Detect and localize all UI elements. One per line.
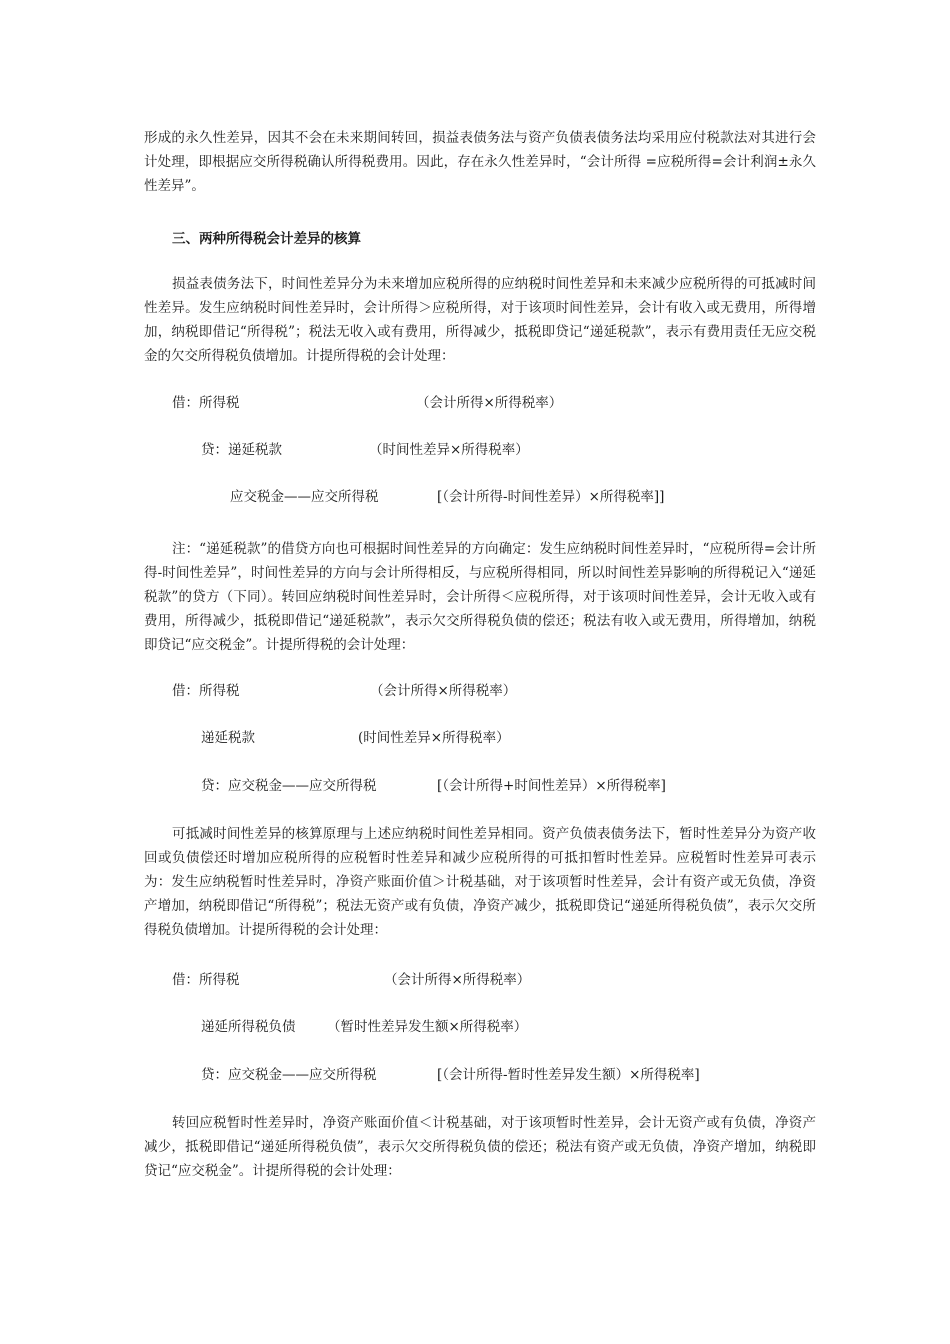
paragraph-balance-sheet-method: 可抵减时间性差异的核算原理与上述应纳税时间性差异相同。资产负债表债务法下，暂时性差异分为资产收回或负债偿还时增加应税所得的应税暂时性差异和减少应税所得的可抵扣暂时性差异。应税暂时性差异可表示为：发生应纳税暂时性差异时，净资产账面价值＞计税基础，对于该项暂时性差异，会计有资产或无负债，净资产增加，纳税即借记“所得税”；税法无资产或有负债，净资产减少，抵税即贷记“递延所得税负债”，表示欠交所得税负债增加。计提所得税的会计处理： [144, 826, 816, 938]
journal-account-label: 贷：应交税金——应交所得税 [201, 1067, 377, 1083]
journal-amount-formula: （会计所得×所得税率） [370, 683, 517, 699]
journal-amount-formula: (时间性差异×所得税率） [358, 730, 510, 746]
journal-account-label: 递延税款 [201, 730, 255, 746]
journal-account-label: 借：所得税 [172, 972, 240, 988]
journal-amount-formula: （暂时性差异发生额×所得税率） [327, 1019, 528, 1035]
journal-account-label: 应交税金——应交所得税 [230, 489, 379, 505]
paragraph-permanent-difference: 形成的永久性差异，因其不会在未来期间转回，损益表债务法与资产负债表债务法均采用应付税款法对其进行会计处理，即根据应交所得税确认所得税费用。因此，存在永久性差异时，“会计所得 =应税所得=会计利润±永久性差异”。 [144, 130, 816, 194]
journal-account-label: 贷：递延税款 [201, 442, 282, 458]
journal-amount-formula: [（会计所得+时间性差异）×所得税率] [437, 778, 666, 794]
journal-amount-formula: （会计所得×所得税率） [416, 395, 563, 411]
journal-amount-formula: （时间性差异×所得税率） [369, 442, 529, 458]
journal-amount-formula: [（会计所得-时间性差异）×所得税率]] [437, 489, 665, 505]
journal-amount-formula: （会计所得×所得税率） [384, 972, 531, 988]
paragraph-income-statement-method: 损益表债务法下，时间性差异分为未来增加应税所得的应纳税时间性差异和未来减少应税所得的可抵减时间性差异。发生应纳税时间性差异时，会计所得＞应税所得，对于该项时间性差异，会计有收入或无费用，所得增加，纳税即借记“所得税”；税法无收入或有费用，所得减少，抵税即贷记“递延税款”，表示有费用责任无应交税金的欠交所得税负债增加。计提所得税的会计处理： [144, 276, 816, 364]
section-heading: 三、两种所得税会计差异的核算 [172, 231, 361, 247]
journal-amount-formula: [（会计所得-暂时性差异发生额）×所得税率] [437, 1067, 700, 1083]
journal-account-label: 贷：应交税金——应交所得税 [201, 778, 377, 794]
journal-account-label: 借：所得税 [172, 395, 240, 411]
journal-account-label: 递延所得税负债 [201, 1019, 296, 1035]
paragraph-reversal-taxable-temporary-difference: 转回应税暂时性差异时，净资产账面价值＜计税基础，对于该项暂时性差异，会计无资产或有负债，净资产减少，抵税即借记“递延所得税负债”，表示欠交所得税负债的偿还；税法有资产或无负债，净资产增加，纳税即贷记“应交税金”。计提所得税的会计处理： [144, 1115, 816, 1179]
journal-account-label: 借：所得税 [172, 683, 240, 699]
paragraph-note-deferred-tax-direction: 注：“递延税款”的借贷方向也可根据时间性差异的方向确定：发生应纳税时间性差异时，“应税所得=会计所得-时间性差异”，时间性差异的方向与会计所得相反，与应税所得相同，所以时间性差异影响的所得税记入“递延税款”的贷方（下同）。转回应纳税时间性差异时，会计所得＜应税所得，对于该项时间性差异，会计无收入或有费用，所得减少，抵税即借记“递延税款”，表示欠交所得税负债的偿还；税法有收入或无费用，所得增加，纳税即贷记“应交税金”。计提所得税的会计处理： [144, 541, 816, 653]
